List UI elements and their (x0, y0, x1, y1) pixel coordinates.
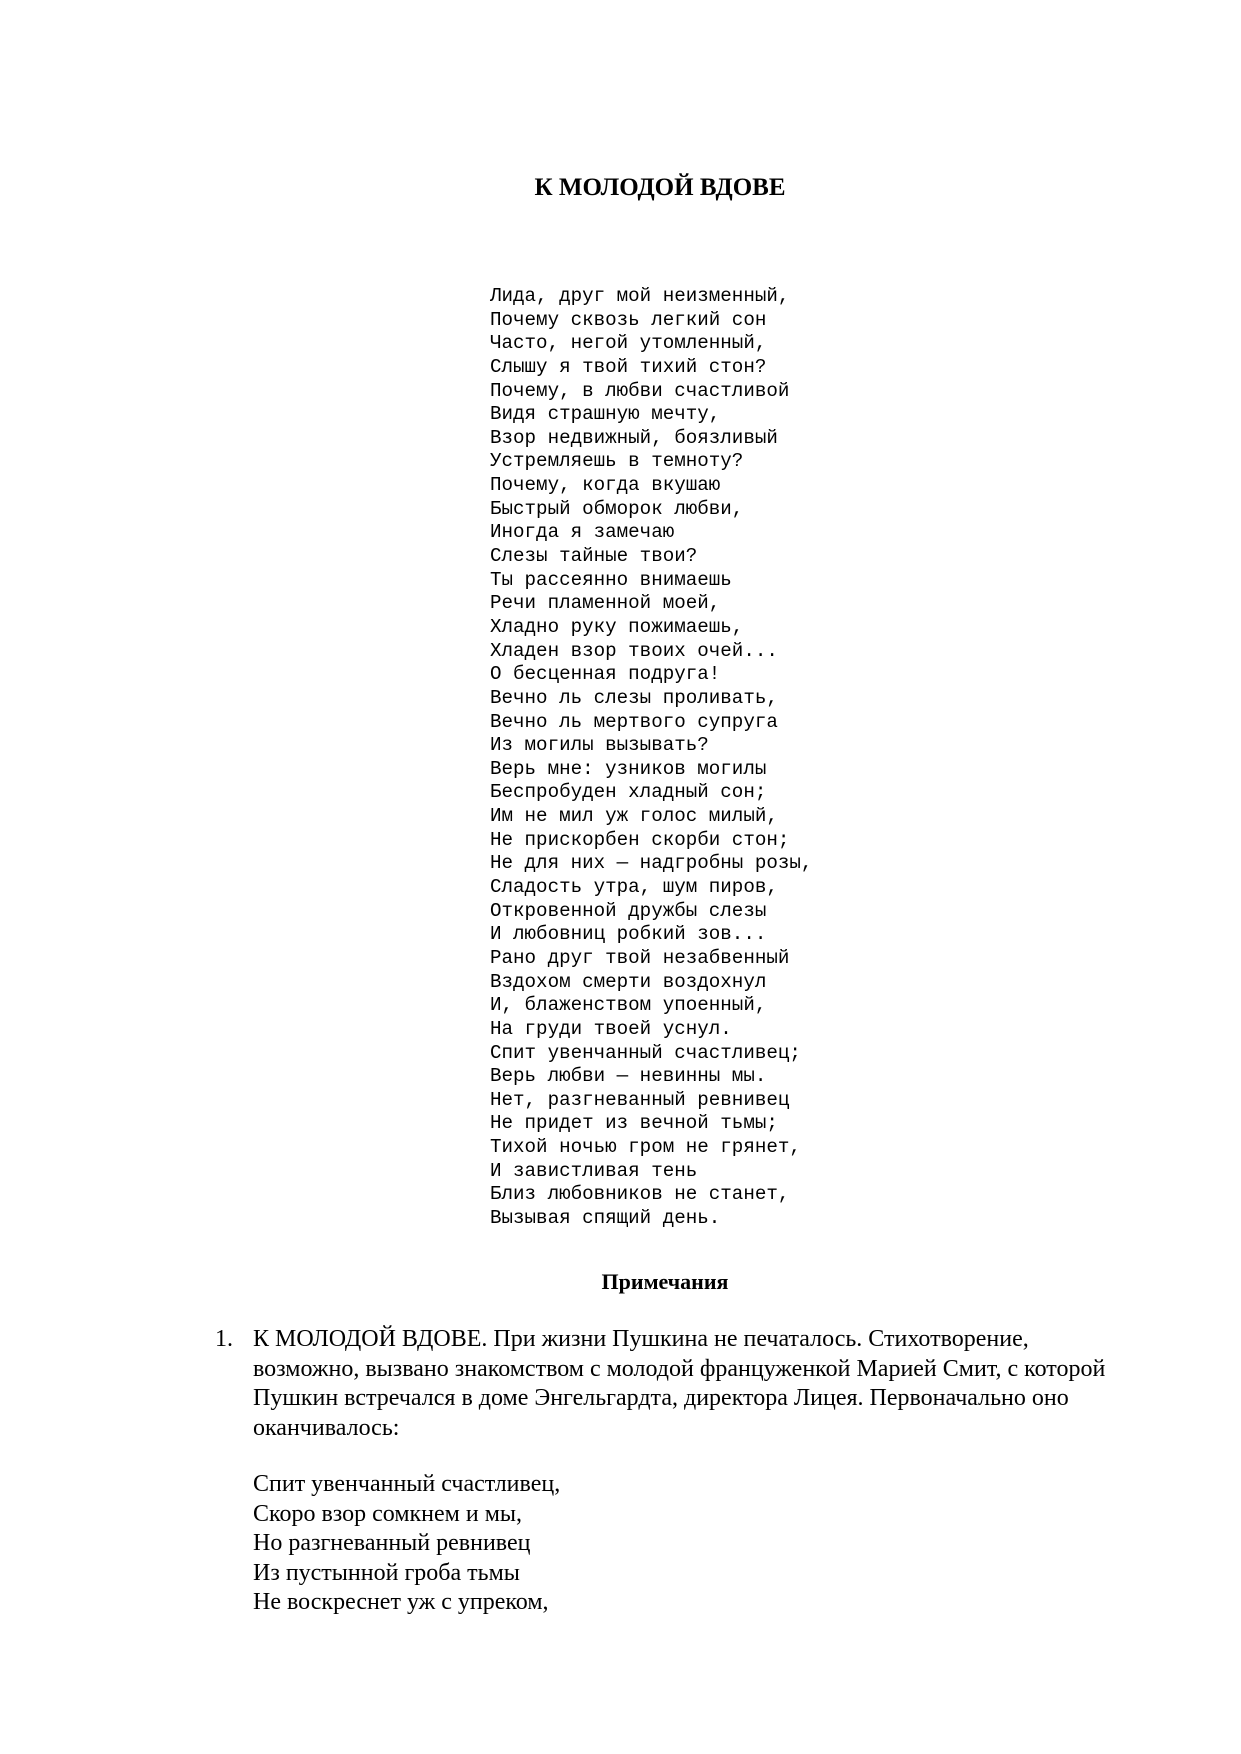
poem-line: Устремляешь в темноту? (490, 450, 744, 473)
poem-line: Быстрый обморок любви, (490, 497, 744, 520)
poem-line: Близ любовников не станет, (490, 1183, 790, 1206)
poem-line: Сладость утра, шум пиров, (490, 876, 778, 899)
note-quote (253, 1470, 560, 1618)
poem-line: Спит увенчанный счастливец; (490, 1041, 801, 1064)
quote-line: Не воскреснет уж с упреком, (253, 1589, 549, 1615)
quote-line: Спит увенчанный счастливец, (253, 1471, 561, 1497)
poem-line: И любовниц робкий зов... (490, 923, 767, 946)
poem-line: Беспробуден хладный сон; (490, 781, 767, 804)
poem-line: Ты рассеянно внимаешь (490, 568, 732, 591)
poem-line: Речи пламенной моей, (490, 592, 721, 615)
poem-line: О бесценная подруга! (490, 663, 721, 686)
poem-line: Вечно ль слезы проливать, (490, 686, 778, 709)
poem-line: Им не мил уж голос милый, (490, 805, 778, 828)
poem-line: Иногда я замечаю (490, 521, 675, 544)
poem-line: Нет, разгневанный ревнивец (490, 1088, 790, 1111)
poem-line: Не прискорбен скорби стон; (490, 828, 790, 851)
poem-title: К МОЛОДОЙ ВДОВЕ (534, 174, 786, 201)
poem-line: Откровенной дружбы слезы (490, 899, 767, 922)
poem-line: Почему сквозь легкий сон (490, 308, 767, 331)
note-number: 1. (215, 1326, 233, 1352)
notes-heading: Примечания (601, 1269, 729, 1294)
poem-text (490, 285, 812, 1231)
poem-line: Вздохом смерти воздохнул (490, 970, 767, 993)
quote-line: Но разгневанный ревнивец (253, 1530, 531, 1556)
poem-line: Почему, когда вкушаю (490, 474, 721, 497)
quote-line: Из пустынной гроба тьмы (253, 1559, 520, 1586)
poem-line: Хладно руку пожимаешь, (490, 615, 744, 638)
note-text: К МОЛОДОЙ ВДОВЕ. При жизни Пушкина не печаталось. Стихотворение, возможно, вызвано знакомством с молодой француженкой Марией Смит, с которой Пушкин встречался в доме Энгельгардта, директора Лицея. Первоначально оно оканчивалось: (253, 1326, 1106, 1441)
poem-line: Верь любви — невинны мы. (490, 1065, 767, 1088)
poem-line: Часто, негой утомленный, (490, 332, 767, 355)
poem-line: Вызывая спящий день. (490, 1206, 721, 1229)
quote-line: Скоро взор сомкнем и мы, (253, 1500, 523, 1527)
poem-line: Верь мне: узников могилы (490, 757, 767, 780)
poem-line: И завистливая тень (490, 1159, 698, 1182)
poem-line: Хладен взор твоих очей... (490, 639, 778, 662)
poem-line: Вечно ль мертвого супруга (490, 710, 778, 733)
poem-line: Рано друг твой незабвенный (490, 946, 790, 969)
poem-line: Не придет из вечной тьмы; (490, 1112, 778, 1135)
poem-line: Слезы тайные твои? (490, 545, 698, 568)
poem-line: Почему, в любви счастливой (490, 379, 790, 402)
poem-line: Не для них — надгробны розы, (490, 852, 813, 875)
poem-line: На груди твоей уснул. (490, 1017, 732, 1040)
poem-line: И, блаженством упоенный, (490, 994, 767, 1017)
poem-line: Видя страшную мечту, (490, 403, 721, 426)
poem-line: Лида, друг мой неизменный, (490, 285, 790, 307)
poem-line: Взор недвижный, боязливый (490, 426, 778, 449)
poem-line: Из могилы вызывать? (490, 734, 709, 757)
poem-line: Слышу я твой тихий стон? (490, 355, 767, 378)
poem-line: Тихой ночью гром не грянет, (490, 1136, 801, 1159)
